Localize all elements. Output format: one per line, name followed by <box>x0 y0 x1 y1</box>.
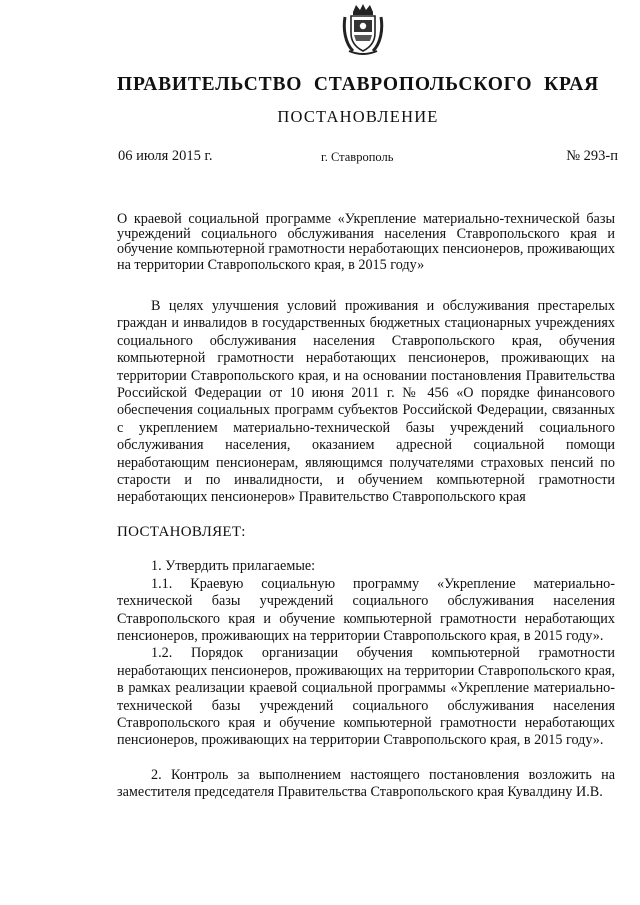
clause-1-2: 1.2. Порядок организации обучения компьютерной грамотности неработающих пенсионеров, проживающих на территории Ставропольского края, в рамках реализации краевой социальной программы «Укрепление материально-технической базы учреждений социального обслуживания населения Ставропольского края и обучение компьютерной грамотности неработающих пенсионеров, проживающих на территории Ставропольского края, в 2015 году». <box>117 645 615 749</box>
document-type: ПОСТАНОВЛЕНИЕ <box>277 107 439 126</box>
document-subject: О краевой социальной программе «Укрепление материально-технической базы учреждений социального обслуживания населения Ставропольского края и обучение компьютерной грамотности неработающих пенсионеров, проживающих на территории Ставропольского края, в 2015 году» <box>117 211 615 273</box>
document-city: г. Ставрополь <box>321 150 394 164</box>
document-body <box>117 298 615 802</box>
document-number: № 293-п <box>566 148 618 164</box>
clause-1: 1. Утвердить прилагаемые: <box>151 558 316 575</box>
document-date: 06 июля 2015 г. <box>118 148 213 164</box>
clause-2: 2. Контроль за выполнением настоящего постановления возложить на заместителя председателя Правительства Ставропольского края Кувалдину И.В. <box>117 766 615 801</box>
resolves-heading: ПОСТАНОВЛЯЕТ: <box>117 523 246 540</box>
preamble-paragraph: В целях улучшения условий проживания и обслуживания престарелых граждан и инвалидов в государственных бюджетных стационарных учреждениях социального обслуживания населения Ставропольского края, обучения компьютерной грамотности неработающих пенсионеров, проживающих на территории Ставропольского края, и на основании постановления Правительства Российской Федерации от 10 июня 2011 г. № 456 «О порядке финансового обеспечения социальных программ субъектов Российской Федерации, связанных с укреплением материально-технической базы учреждений социального обслуживания населения, оказанием адресной социальной помощи неработающим пенсионерам, являющимся получателями страховых пенсий по старости и по инвалидности, и обучением компьютерной грамотности неработающих пенсионеров» Правительство Ставропольского края <box>117 298 615 506</box>
clause-1-1: 1.1. Краевую социальную программу «Укрепление материально-технической базы учреждений социального обслуживания населения Ставропольского края и обучение компьютерной грамотности неработающих пенсионеров, проживающих на территории Ставропольского края, в 2015 году». <box>117 575 615 644</box>
stavropol-coat-of-arms-icon <box>341 3 385 55</box>
government-title: ПРАВИТЕЛЬСТВО СТАВРОПОЛЬСКОГО КРАЯ <box>117 74 599 95</box>
